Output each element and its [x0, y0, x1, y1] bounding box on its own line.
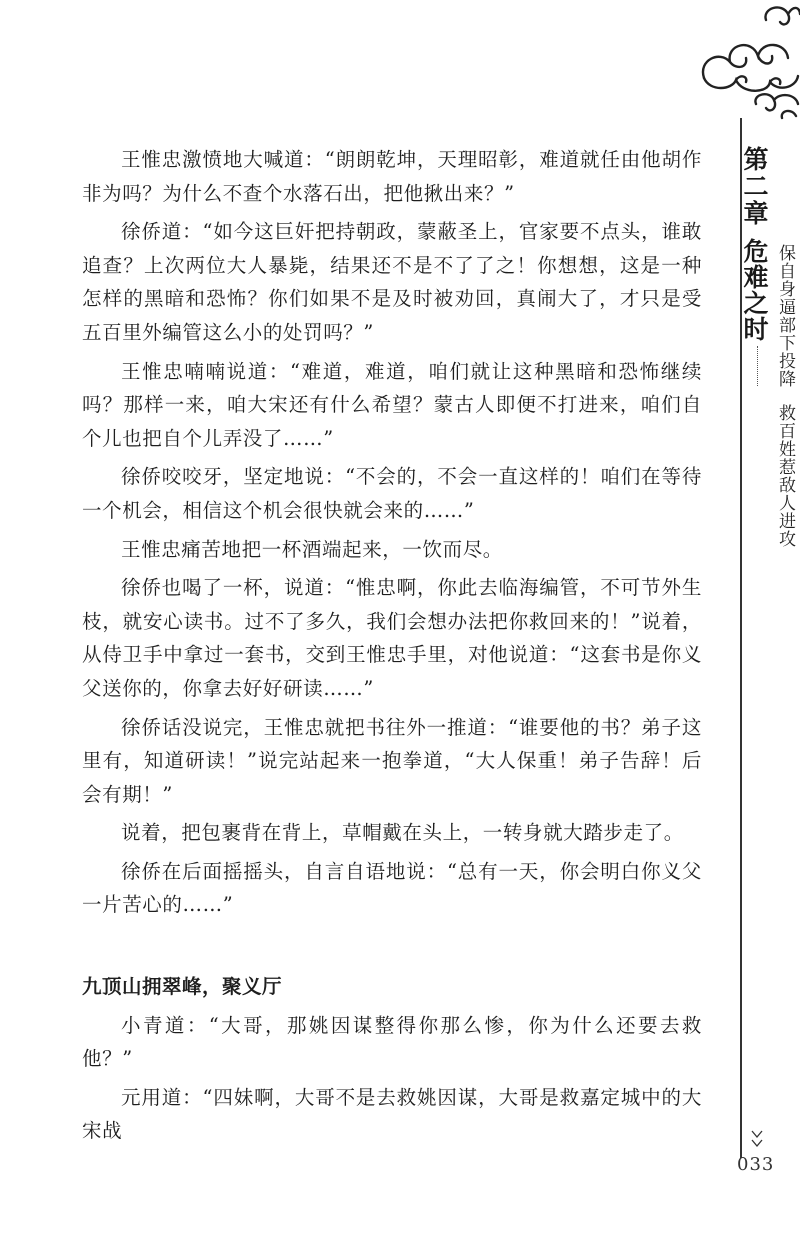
paragraph: 说着，把包裹背在背上，草帽戴在头上，一转身就大踏步走了。 — [121, 821, 684, 845]
paragraph: 徐侨道：“如今这巨奸把持朝政，蒙蔽圣上，官家要不点头，谁敢追查？上次两位大人暴毙，结果还不是不了了之！你想想，这是一种怎样的黑暗和恐怖？你们如果不是及时被劝回，真闹大了，才只是受五百里外编管这么小的处罚吗？” — [82, 220, 702, 344]
paragraph: 徐侨在后面摇摇头，自言自语地说：“总有一天，你会明白你义父一片苦心的……” — [82, 859, 702, 917]
paragraph: 元用道：“四妹啊，大哥不是去救姚因谋，大哥是救嘉定城中的大宋战 — [82, 1085, 702, 1143]
paragraph: 徐侨话没说完，王惟忠就把书往外一推道：“谁要他的书？弟子这里有，知道研读！”说完站起来一抱拳道，“大人保重！弟子告辞！后会有期！” — [82, 715, 702, 806]
paragraph: 小青道：“大哥，那姚因谋整得你那么惨，你为什么还要去救他？” — [82, 1013, 702, 1071]
chapter-title: 危难之时 — [740, 238, 769, 342]
page-body — [82, 143, 702, 1153]
paragraph: 王惟忠痛苦地把一杯酒端起来，一饮而尽。 — [121, 537, 503, 561]
paragraph: 徐侨也喝了一杯，说道：“惟忠啊，你此去临海编管，不可节外生枝，就安心读书。过不了多久，我们会想办法把你救回来的！”说着，从侍卫手中拿过一套书，交到王惟忠手里，对他说道：“这套书是你义父送你的，你拿去好好研读……” — [82, 576, 702, 700]
paragraph: 王惟忠激愤地大喊道：“朗朗乾坤，天理昭彰，难道就任由他胡作非为吗？为什么不查个水落石出，把他揪出来？” — [82, 148, 702, 205]
paragraph: 王惟忠喃喃说道：“难道，难道，咱们就让这种黑暗和恐怖继续吗？那样一来，咱大宋还有什么希望？蒙古人即便不打进来，咱们自个儿也把自个儿弄没了……” — [82, 359, 702, 450]
section-heading: 九顶山拥翠峰，聚义厅 — [82, 975, 283, 999]
paragraph: 徐侨咬咬牙，坚定地说：“不会的，不会一直这样的！咱们在等待一个机会，相信这个机会很快就会来的……” — [82, 465, 702, 522]
chapter-subtitle-part2: 救百姓惹敌人进攻 — [775, 404, 795, 548]
dotted-divider — [757, 346, 758, 386]
cloud-ornament-icon — [696, 0, 800, 140]
chapter-subtitle-part1: 保自身逼部下投降 — [775, 244, 795, 388]
chevron-down-icon — [750, 1128, 764, 1150]
page-number: 033 — [737, 1154, 775, 1175]
chapter-number: 第二章 — [740, 146, 769, 227]
